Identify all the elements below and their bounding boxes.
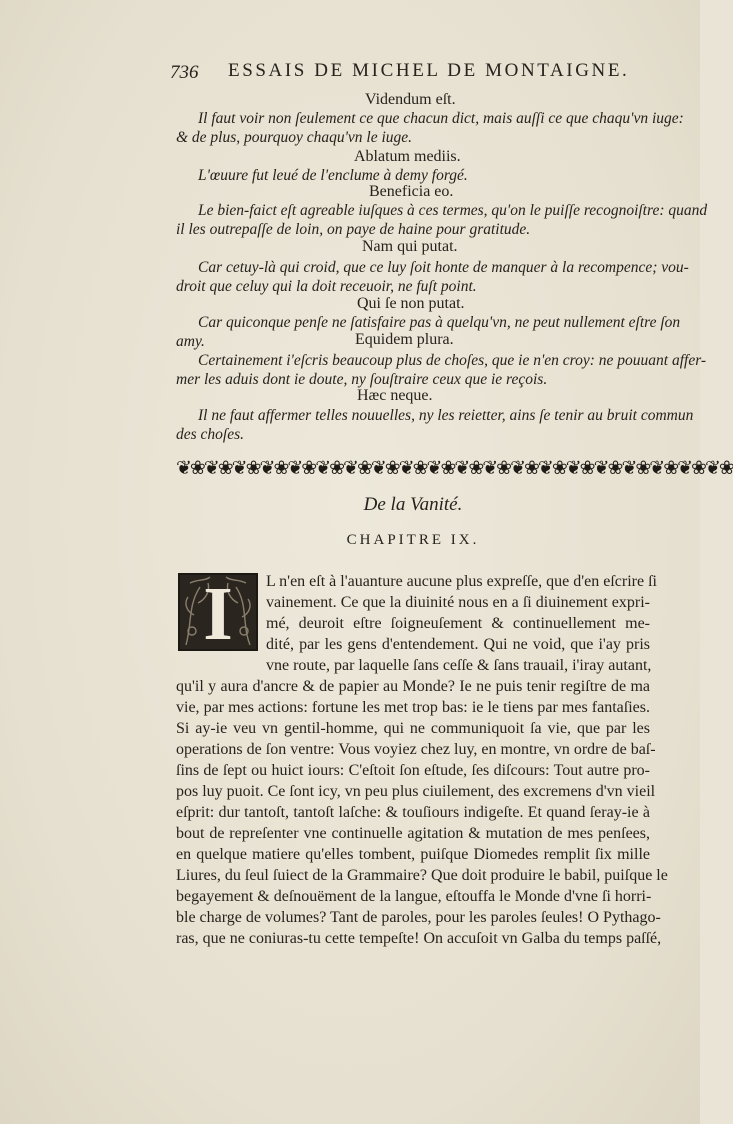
chapter-text-line: Liures, du ſeul ſuiect de la Grammaire? Que doit produire le babil, puiſque le bbox=[176, 867, 668, 884]
chapter-text-line: en quelque matiere qu'elles tombent, puiſque Diomedes remplit ſix mille bbox=[176, 846, 650, 863]
chapter-text-line: Si ay-ie veu vn gentil-homme, qui ne communiquoit ſa vie, que par les bbox=[176, 720, 650, 737]
translation-line: des choſes. bbox=[176, 426, 245, 443]
translation-line: Certainement i'eſcris beaucoup plus de choſes, que ie n'en croy: ne pouuant affer- bbox=[198, 352, 707, 369]
translation-line: Il faut voir non ſeulement ce que chacun dict, mais auſſi ce que chaqu'vn iuge: bbox=[198, 110, 684, 127]
translation-line: Car cetuy-là qui croid, que ce luy ſoit honte de manquer à la recompence; vou- bbox=[198, 259, 689, 276]
translation-line: il les outrepaſſe de loin, on paye de haine pour gratitude. bbox=[176, 221, 531, 238]
chapter-text-line: ſins de ſept ou huict iours: C'eſtoit ſon eſtude, ſes diſcours: Tout autre pro- bbox=[176, 762, 650, 779]
chapter-text-line: vie, par mes actions: fortune les met trop bas: ie le tiens par mes fantaſies. bbox=[176, 699, 650, 716]
latin-quote: Videndum eſt. bbox=[365, 91, 456, 108]
running-title: ESSAIS DE MICHEL DE MONTAIGNE. bbox=[228, 60, 630, 81]
chapter-text-line: qu'il y aura d'ancre & de papier au Monde? Ie ne puis tenir regiſtre de ma bbox=[176, 678, 650, 695]
chapter-text-line: mé, deuroit eſtre ſoigneuſement & continuellement me- bbox=[266, 615, 650, 632]
translation-line: mer les aduis dont ie doute, ny ſouſtraire ceux que ie reçois. bbox=[176, 371, 548, 388]
translation-line: amy. bbox=[176, 333, 205, 350]
latin-quote: Qui ſe non putat. bbox=[357, 295, 465, 312]
chapter-text-line: bout de repreſenter vne continuelle agitation & mutation de mes penſees, bbox=[176, 825, 650, 842]
chapter-text-line: begayement & deſnouëment de la langue, eſtouffa le Monde d'vne ſi horri- bbox=[176, 888, 652, 905]
drop-cap-initial bbox=[178, 572, 258, 656]
translation-line: Le bien-faict eſt agreable iuſques à ces termes, qu'on le puiſſe recognoiſtre: quand bbox=[198, 202, 708, 219]
chapter-number: CHAPITRE IX. bbox=[346, 532, 480, 548]
translation-line: droit que celuy qui la doit receuoir, ne fuſt point. bbox=[176, 278, 477, 295]
translation-line: Il ne faut affermer telles nouuelles, ny les reietter, ains ſe tenir au bruit commun bbox=[198, 407, 694, 424]
translation-line: & de plus, pourquoy chaqu'vn le iuge. bbox=[176, 129, 413, 146]
chapter-text-line: vne route, par laquelle ſans ceſſe & ſans trauail, i'iray autant, bbox=[266, 657, 652, 674]
chapter-text-line: operations de ſon ventre: Vous voyiez chez luy, en montre, vn ordre de baſ- bbox=[176, 741, 656, 758]
chapter-text-line: pos luy puoit. Ce ſont icy, vn peu plus ciuilement, des excremens d'vn vieil bbox=[176, 783, 656, 800]
latin-quote: Hæc neque. bbox=[357, 387, 433, 404]
latin-quote: Beneficia eo. bbox=[369, 183, 454, 200]
latin-quote: Ablatum mediis. bbox=[354, 148, 461, 165]
page-header bbox=[170, 60, 640, 86]
translation-line: L'œuure fut leué de l'enclume à demy forgé. bbox=[198, 167, 468, 184]
decorative-border: ❦❀❦❀❦❀❦❀❦❀❦❀❦❀❦❀❦❀❦❀❦❀❦❀❦❀❦❀❦❀❦❀❦❀❦❀❦❀❦❀ bbox=[176, 458, 733, 479]
latin-quote: Nam qui putat. bbox=[362, 238, 458, 255]
chapter-text-line: eſprit: dur tantoſt, tantoſt laſche: & touſiours indigeſte. Et quand ſeray-ie à bbox=[176, 804, 650, 821]
chapter-text-line: vainement. Ce que la diuinité nous en a ſi diuinement expri- bbox=[266, 594, 650, 611]
translation-line: Car quiconque penſe ne ſatisfaire pas à quelqu'vn, ne peut nullement eſtre ſon bbox=[198, 314, 681, 331]
drop-cap-letter: I bbox=[203, 572, 233, 656]
latin-quote: Equidem plura. bbox=[355, 331, 454, 348]
chapter-text-line: ras, que ne coniuras-tu cette tempeſte! On accuſoit vn Galba du temps paſſé, bbox=[176, 930, 662, 947]
chapter-text-line: L n'en eſt à l'auanture aucune plus expreſſe, que d'en eſcrire ſi bbox=[266, 573, 657, 590]
chapter-title: De la Vanité. bbox=[363, 494, 463, 515]
chapter-text-line: ble charge de volumes? Tant de paroles, pour les paroles ſeules! O Pythago- bbox=[176, 909, 661, 926]
page-number: 736 bbox=[170, 62, 199, 83]
chapter-text-line: dité, par les gens d'entendement. Qui ne void, que i'ay pris bbox=[266, 636, 650, 653]
